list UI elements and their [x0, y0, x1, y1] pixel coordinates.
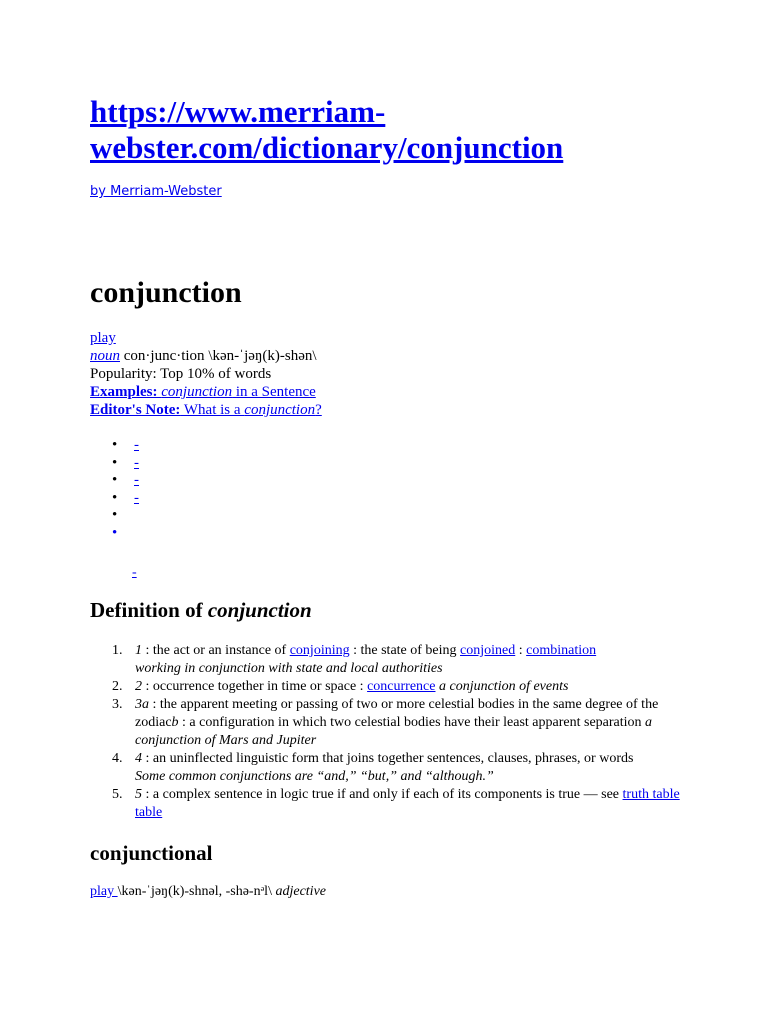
editors-word: conjunction	[244, 402, 316, 418]
editors-label: Editor's Note:	[90, 402, 181, 418]
definition-number: 1.	[112, 643, 123, 658]
byline-link[interactable]: by Merriam-Webster	[90, 184, 222, 199]
headword: conjunction	[90, 276, 242, 309]
definition-text: :	[515, 643, 527, 658]
source-url	[90, 94, 730, 166]
definition-text: : an uninflected linguistic form that joins together sentences, clauses, phrases, or words	[142, 751, 634, 766]
link-conjoined[interactable]: conjoined	[460, 643, 516, 658]
examples-word: conjunction	[161, 384, 233, 400]
sub-sense: b	[171, 715, 179, 730]
definition-item-1	[90, 642, 690, 678]
link-conjoining[interactable]: conjoining	[289, 643, 350, 658]
definition-list	[90, 642, 690, 822]
definition-number: 4.	[112, 751, 123, 766]
examples-rest: in a Sentence	[232, 384, 316, 400]
definition-text: : the act or an instance of	[142, 643, 290, 658]
bullet-dot: •	[112, 437, 118, 453]
definition-heading-prefix: Definition of	[90, 598, 208, 622]
syllables: con·junc·tion	[123, 348, 205, 364]
link-combination[interactable]: combination	[526, 643, 597, 658]
examples-label: Examples:	[90, 384, 158, 400]
bullet-dot: •	[112, 472, 118, 488]
sense-number: 2	[135, 679, 142, 694]
definition-text: : the apparent meeting or passing of two or more celestial bodies in the same degree of the zodiac	[135, 697, 659, 730]
definition-item-3	[90, 696, 690, 750]
definition-item-4	[90, 750, 690, 786]
sense-number: 4	[135, 751, 142, 766]
lone-link[interactable]: -	[132, 565, 137, 580]
link-truth-table[interactable]: truth table table	[135, 787, 680, 820]
pos-link[interactable]: noun	[90, 348, 120, 364]
play-link[interactable]: play	[90, 330, 116, 346]
byline	[90, 184, 222, 199]
sense-number: 1	[135, 643, 142, 658]
definition-text: : the state of being	[349, 643, 461, 658]
example-text: Some common conjunctions are “and,” “but,” and “although.”	[135, 769, 494, 784]
share-link-4[interactable]: -	[134, 489, 139, 506]
bullet-dot: •	[112, 489, 118, 506]
definition-number: 5.	[112, 787, 123, 802]
definition-text: : occurrence together in time or space :	[142, 679, 368, 694]
derived-info	[90, 884, 326, 900]
bullet-dot: •	[112, 454, 118, 471]
derived-pronunciation: \kən-ˈjəŋ(k)-shnəl, -shə-nᵊl\	[117, 884, 272, 899]
entry-info	[90, 329, 322, 419]
editors-pre: What is a	[180, 402, 245, 418]
bullet-dot-link[interactable]: •	[112, 524, 118, 541]
definition-heading-word: conjunction	[207, 598, 312, 622]
definition-text: : a complex sentence in logic true if and only if each of its components is true — see	[142, 787, 623, 802]
share-link-3[interactable]: -	[134, 472, 139, 488]
derived-pos: adjective	[275, 884, 326, 899]
pronunciation: \kən-ˈjəŋ(k)-shən\	[208, 348, 317, 364]
sense-number: 3a	[135, 697, 149, 712]
source-url-link[interactable]	[90, 94, 563, 165]
definition-number: 2.	[112, 679, 123, 694]
url-line-2: webster.com/dictionary/conjunction	[90, 130, 564, 165]
popularity: Popularity: Top 10% of words	[90, 366, 272, 382]
editors-note-link[interactable]	[90, 402, 322, 418]
bullet-dot: •	[112, 507, 118, 523]
definition-text: : a configuration in which two celestial bodies have their least apparent separation	[178, 715, 646, 730]
share-link-2[interactable]: -	[134, 454, 139, 471]
definition-heading	[90, 597, 312, 623]
sense-number: 5	[135, 787, 142, 802]
derived-headword: conjunctional	[90, 841, 213, 865]
editors-post: ?	[315, 402, 322, 418]
definition-item-2	[90, 678, 690, 696]
share-link-1[interactable]: -	[134, 437, 139, 453]
example-text: a conjunction of Mars and Jupiter	[135, 715, 653, 748]
definition-number: 3.	[112, 697, 123, 712]
example-text: a conjunction of events	[438, 679, 569, 694]
examples-link[interactable]	[90, 384, 316, 400]
derived-play-link[interactable]: play	[90, 884, 118, 899]
example-text: working in conjunction with state and local authorities	[135, 661, 443, 676]
url-line-1: https://www.merriam-	[90, 94, 386, 129]
definition-item-5	[90, 786, 690, 822]
link-concurrence[interactable]: concurrence	[367, 679, 436, 694]
lone-link-wrap	[132, 565, 137, 581]
